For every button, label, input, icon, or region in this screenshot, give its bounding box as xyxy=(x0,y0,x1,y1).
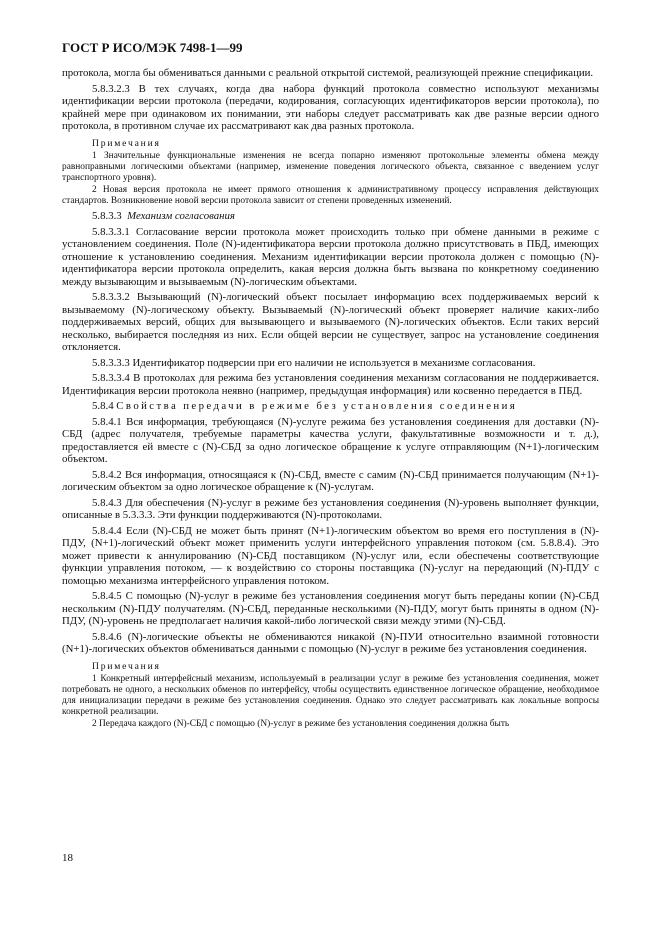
section-number: 5.8.4 xyxy=(92,400,114,412)
paragraph: 5.8.4.3 Для обеспечения (N)-услуг в режиме без установления соединения (N)-уровень выполняет функции, описанные в 5.3.3.3. Эти функции поддерживаются (N)-протоколами. xyxy=(62,496,599,521)
page-number: 18 xyxy=(62,852,73,864)
section-title: Механизм согласования xyxy=(127,210,235,222)
paragraph: 5.8.4.4 Если (N)-СБД не может быть принят (N+1)-логическим объектом во время его поступления в (N)-ПДУ, (N+1)-логический объект может применить услуги интерфейсного управления потоком (см. 5.8.8.4). Это может привести к аннулированию (N)-СБД поставщиком (N)-услуг или, если обеспечены соответствующие функции управления потоком, — к воздействию со стороны поставщика (N)-услуг на передающий (N)-ПДУ с помощью механизма интерфейсного управления потоком. xyxy=(62,524,599,587)
document-body xyxy=(62,67,599,730)
note: 1 Конкретный интерфейсный механизм, используемый в реализации услуг в режиме без установления соединения, может потребовать не одного, а нескольких обменов по интерфейсу, чтобы осуществить единственное логическое обращение, необходимое для инициализации передачи в режиме без установления соединения. Однако это следует рассматривать как локальные вопросы конкретной реализации. xyxy=(62,674,599,717)
paragraph: 5.8.4.1 Вся информация, требующаяся (N)-услуге режима без установления соединения для доставки (N)-СБД (адрес получателя, требуемые параметры качества услуги, факультативные возможности и т. д.), предоставляется ей вместе с (N)-СБД за одно логическое обращение к услуге отправляющим (N+1)-логическим объектом. xyxy=(62,415,599,465)
paragraph: 5.8.3.3.3 Идентификатор подверсии при его наличии не используется в механизме согласования. xyxy=(92,356,536,369)
notes-heading: Примечания xyxy=(92,137,161,149)
note: 2 Новая версия протокола не имеет прямого отношения к административному процессу исправления действующих стандартов. Возникновение новой версии протокола зависит от степени проведенных изменений. xyxy=(62,185,599,206)
section-heading xyxy=(62,400,599,413)
paragraph: 5.8.4.2 Вся информация, относящаяся к (N)-СБД, вместе с самим (N)-СБД принимается получающим (N+1)-логическим объектом за одно логическое обращение к (N)-услугам. xyxy=(62,468,599,493)
note: 1 Значительные функциональные изменения не всегда попарно изменяют протокольные элементы обмена между равноправными логическими объектами (например, изменение поведения логического объекта, связанное с введением услуг транспортного уровня). xyxy=(62,151,599,183)
paragraph: 5.8.4.5 С помощью (N)-услуг в режиме без установления соединения могут быть переданы копии (N)-СБД нескольким (N)-ПДУ получателям. (N)-СБД, переданные несколькими (N)-ПДУ, могут быть приняты в одном (N)-ПДУ, (N)-уровень не предполагает наличия какой-либо логической связи между этими (N)-СБД. xyxy=(62,590,599,627)
section-title: Свойства передачи в режиме без установления соединения xyxy=(116,400,518,412)
paragraph: 5.8.3.3.2 Вызывающий (N)-логический объект посылает информацию всех поддерживаемых версий к вызываемому (N)-логическому объекту. Вызываемый (N)-логический объект проверяет наличие каких-либо поддерживаемых версий, общих для вызывающего и вызываемого (N)-логических объектов. Если таких версий несколько, выбирается последняя из них. Если общей версии не существует, запрос на установление соединения отклоняется. xyxy=(62,291,599,353)
paragraph: протокола, могла бы обмениваться данными с реальной открытой системой, реализующей прежние спецификации. xyxy=(62,67,594,79)
document-header: ГОСТ Р ИСО/МЭК 7498-1—99 xyxy=(62,40,243,55)
section-number: 5.8.3.3 xyxy=(92,210,122,222)
notes-heading: Примечания xyxy=(92,660,161,672)
paragraph: 5.8.3.3.1 Согласование версии протокола может происходить только при обмене данными в режиме с установлением соединения. Поле (N)-идентификатора версии протокола должно присутствовать в ПБД, имеющих отношение к установлению соединения. Механизм идентификации версии протокола должен с помощью (N)-идентификатора версии протокола определить, какая версия должна быть вызвана по конкретному соединению между вызывающим и вызываемым (N)-логическим объектами. xyxy=(62,225,599,288)
paragraph: 5.8.3.3.4 В протоколах для режима без установления соединения механизм согласования не поддерживается. Идентификация версии протокола неявно (например, предыдущая информация) или косвенно передается в ПБД. xyxy=(62,372,599,397)
note: 2 Передача каждого (N)-СБД с помощью (N)-услуг в режиме без установления соединения должна быть xyxy=(92,719,510,729)
paragraph: 5.8.3.2.3 В тех случаях, когда два набора функций протокола совместно используют механизмы идентификации версии протокола (передачи, кодирования, согласующих идентификаторов версии протокола), по крайней мере при одинаковом их понимании, эти наборы следует рассматривать как две разные версии одного протокола, в противном случае их рассматривают как два разных протокола. xyxy=(62,82,599,132)
section-heading xyxy=(62,210,599,223)
paragraph: 5.8.4.6 (N)-логические объекты не обмениваются никакой (N)-ПУИ относительно взаимной готовности (N+1)-логических объектов обмениваться данными с помощью (N)-услуг в режиме без установления соединения. xyxy=(62,630,599,655)
